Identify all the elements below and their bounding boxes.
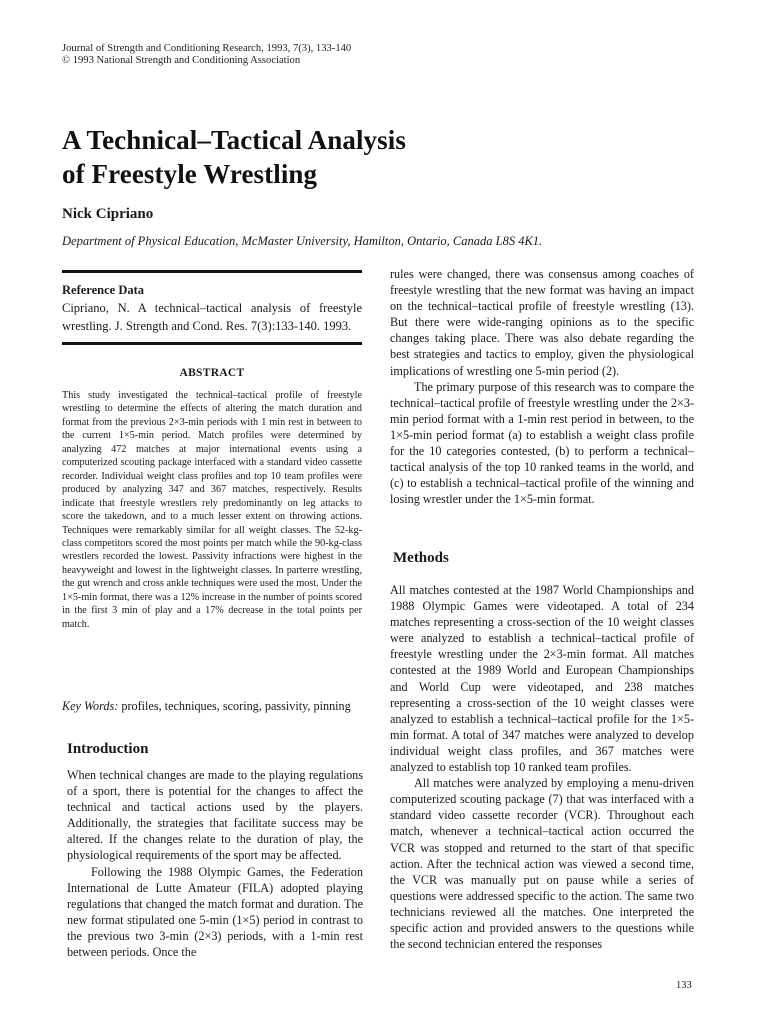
methods-paragraph-2: All matches were analyzed by employing a menu-driven computerized scouting package (7) that was interfaced with a standard video cassette recorder (VCR). Throughout each match, whenever a technical–tactical action occurred the VCR was stopped and returned to the start of that specific action. After the technical action was viewed a second time, the VCR was manually put on pause while a series of questions were addressed specific to the action. The same two technicians reviewed all the matches. One interpreted the specific action and provided answers to the questions while the second technician entered the responses (390, 776, 694, 952)
keywords-label: Key Words: (62, 699, 119, 713)
introduction-body (67, 767, 363, 960)
introduction-paragraph-2: Following the 1988 Olympic Games, the Federation International de Lutte Amateur (FILA) adopted playing regulations that changed the match format and duration. The new format stipulated one 5-min (1×5) period in contrast to the previous two 3-min (2×3) periods, with a 1-min rest between periods. Once the (67, 864, 363, 960)
right-paragraph-2: The primary purpose of this research was to compare the technical–tactical profile of freestyle wrestling under the 2×3-min period format with a 1-min rest period in between, to the 1×5-min period format (a) to establish a weight class profile for the 10 categories contested, (b) to perform a technical–tactical analysis of the top 10 ranked teams in the world, and (c) to establish a technical–tactical profile of the winning and losing wrestler under the 1×5-min format. (390, 379, 694, 507)
abstract-heading: ABSTRACT (179, 367, 245, 379)
reference-heading: Reference Data (62, 283, 145, 297)
right-paragraph-1: rules were changed, there was consensus among coaches of freestyle wrestling that the new format was having an impact on the technical–tactical profile of freestyle wrestling (13). But there were wide-ranging opinions as to the specific changes taking place. There was also debate regarding the best strategies and tactics to employ, given the physiological implications of wrestling one 5-min period (2). (390, 267, 694, 378)
article-title-line-1: A Technical–Tactical Analysis (62, 125, 406, 155)
page-number: 133 (676, 980, 692, 991)
reference-bottom-rule (62, 342, 362, 345)
article-title-line-2: of Freestyle Wrestling (62, 159, 318, 189)
methods-heading: Methods (393, 550, 449, 566)
abstract-text: This study investigated the technical–tactical profile of freestyle wrestling to determine the effects of altering the match duration and format from the previous 2×3-min periods with 1 min rest in between to the current 1×5-min period. Match profiles were determined by analyzing 472 matches at major international events using a computerized scouting package interfaced with a standard video cassette recorder. Individual weight class profiles and top 10 team profiles were produced by analyzing 347 and 367 matches, respectively. Results indicate that freestyle wrestlers rely predominantly on leg attacks to score the takedown, and to a much lesser extent on throwing actions. Techniques were remarkably similar for all weight classes. The 52-kg-class competitors scored the most points per match while the 90-kg-class wrestlers recorded the lowest. Passivity infractions were highest in the heavyweight and lowest in the lightweight classes. In parterre wrestling, the gut wrench and cross ankle techniques were used the most. Under the 1×5-min format, there was a 12% increase in the number of points scored in the first 3 min of play and a 17% decrease in the total points per match. (62, 390, 362, 630)
methods-paragraph-1: All matches contested at the 1987 World Championships and 1988 Olympic Games were videotaped. A total of 234 matches representing a cross-section of the 10 weight classes were analyzed to establish a technical–tactical profile of freestyle wrestling under the 2×3-min format. All matches contested at the 1989 World and European Championships and World Cup were videotaped, and 238 matches representing a cross-section of the 10 weight classes were analyzed to establish a technical–tactical profile for the 1×5-min format. A total of 347 matches were analyzed to develop individual weight class profiles, and 367 matches were analyzed to establish top 10 ranked team profiles. (390, 583, 694, 775)
journal-citation: Journal of Strength and Conditioning Research, 1993, 7(3), 133-140 (62, 43, 352, 54)
reference-top-rule (62, 270, 362, 273)
methods-body (390, 582, 694, 952)
keywords (62, 698, 362, 714)
author-affiliation: Department of Physical Education, McMaster University, Hamilton, Ontario, Canada L8S 4K1. (62, 234, 543, 248)
introduction-heading: Introduction (67, 741, 149, 757)
keywords-text: profiles, techniques, scoring, passivity, pinning (121, 699, 351, 713)
copyright-line: © 1993 National Strength and Conditioning Association (62, 55, 301, 66)
introduction-paragraph-1: When technical changes are made to the playing regulations of a sport, there is potential for the changes to affect the technical and tactical actions used by the players. Additionally, the strategies that facilitate success may be altered. If the changes relate to the duration of play, the physiological requirements of the sport may be affected. (67, 768, 363, 863)
author-name: Nick Cipriano (62, 206, 154, 222)
right-column-intro-continued (390, 266, 694, 507)
reference-text: Cipriano, N. A technical–tactical analysis of freestyle wrestling. J. Strength and Cond. Res. 7(3):133-140. 1993. (62, 301, 362, 333)
